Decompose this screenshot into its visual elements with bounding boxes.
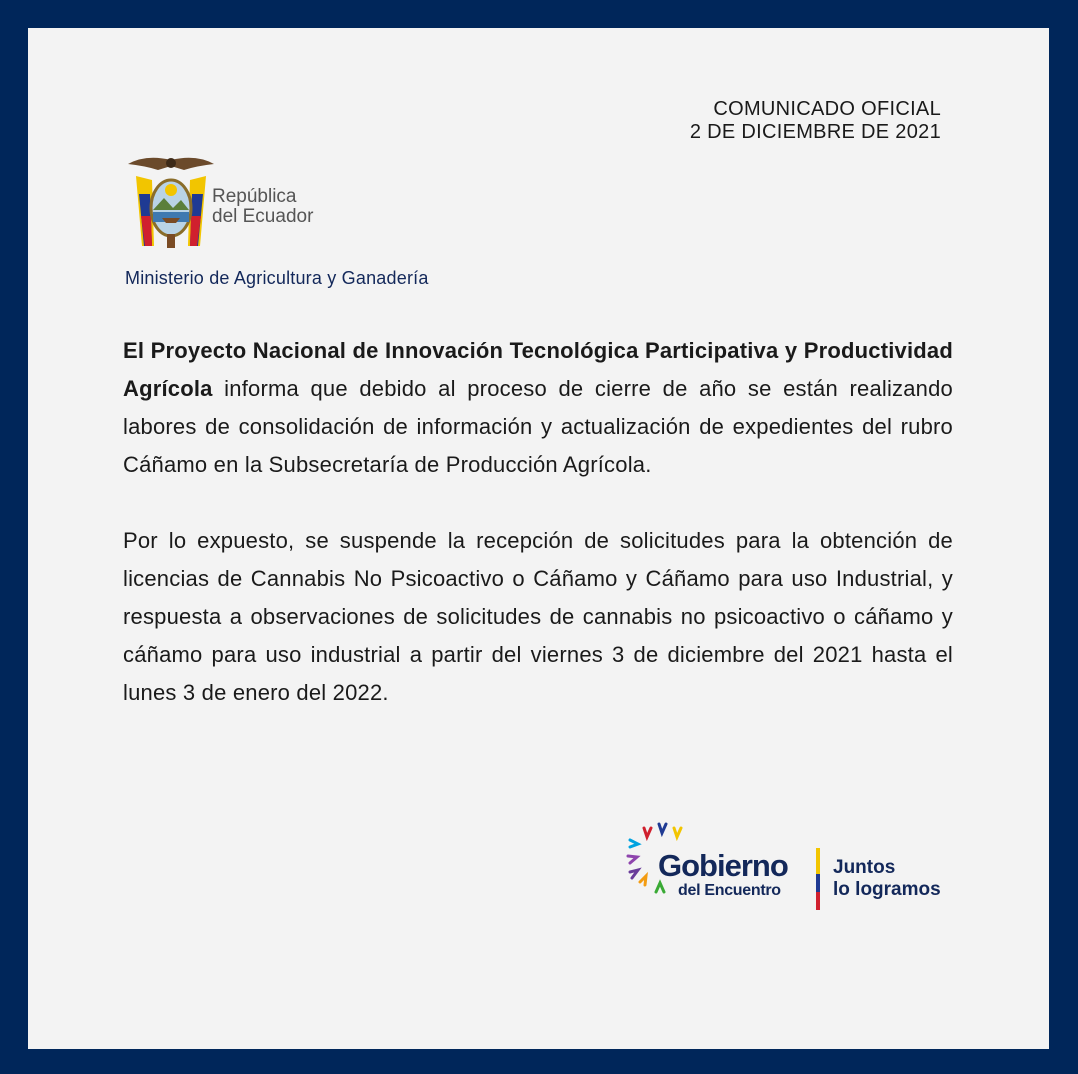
document-date: 2 DE DICIEMBRE DE 2021 [689, 121, 941, 143]
gobierno-del-encuentro-logo [626, 820, 966, 916]
flag-divider [816, 848, 820, 910]
communique-body [123, 332, 953, 750]
gov-slogan: Juntos lo logramos [833, 857, 941, 900]
gov-subtitle: del Encuentro [678, 882, 781, 899]
header-meta [690, 98, 941, 144]
document-page [28, 28, 1049, 1049]
document-type: COMUNICADO OFICIAL [713, 98, 941, 120]
project-name: El Proyecto Nacional de Innovación Tecnológica Participativa y Productividad Agrícola [123, 338, 953, 401]
republic-logo [126, 154, 346, 250]
paragraph-1 [123, 332, 953, 484]
paragraph-2: Por lo expuesto, se suspende la recepción de solicitudes para la obtención de licencias de Cannabis No Psicoactivo o Cáñamo y Cáñamo para uso Industrial, y respuesta a observaciones de solicitudes de cannabis no psicoactivo o cáñamo y cáñamo para uso industrial a partir del viernes 3 de diciembre del 2021 hasta el lunes 3 de enero del 2022. [123, 528, 953, 705]
republic-name: República del Ecuador [212, 186, 314, 227]
gov-name: Gobierno [658, 848, 788, 883]
ministry-name: Ministerio de Agricultura y Ganadería [125, 268, 429, 288]
paragraph-1-text: informa que debido al proceso de cierre de año se están realizando labores de consolidación de información y actualización de expedientes del rubro Cáñamo en la Subsecretaría de Producción Agrícola. [123, 376, 953, 477]
ecuador-coat-of-arms-icon [126, 154, 216, 250]
